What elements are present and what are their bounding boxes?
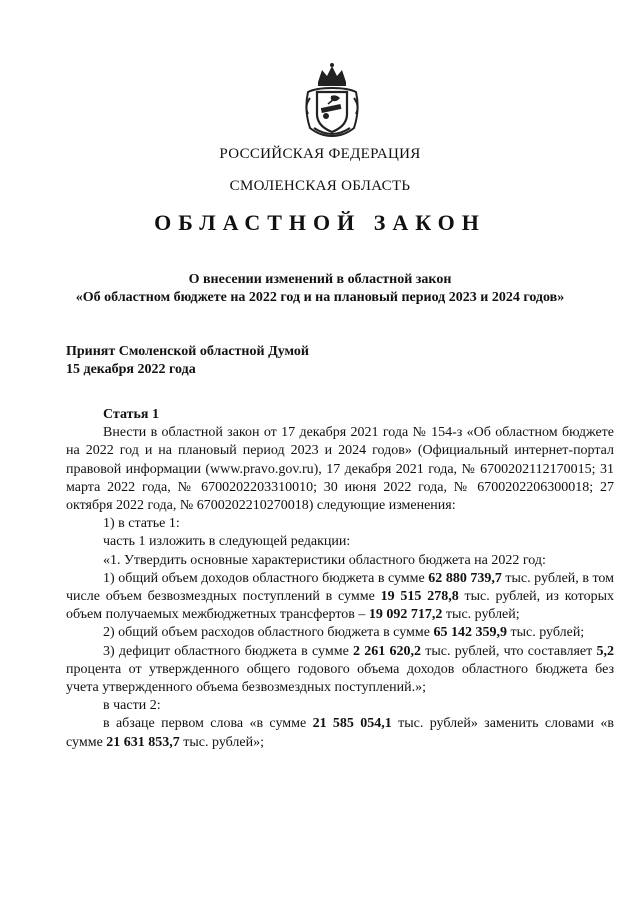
smolensk-coat-of-arms-icon	[300, 62, 364, 138]
expenses-total-value: 65 142 359,9	[433, 625, 507, 641]
article-title: Статья 1	[103, 407, 159, 422]
deficit-paragraph: 3) дефицит областного бюджета в сумме 2 261 620,2 тыс. рублей, что составляет 5,2 процента от утвержденного общего годового объема доходов областного бюджета без учета утвержденного объема безвозмездных поступлений.»;	[66, 643, 614, 696]
income-total-value: 62 880 739,7	[428, 570, 502, 586]
law-body	[66, 406, 614, 752]
document-type-heading: ОБЛАСТНОЙ ЗАКОН	[154, 210, 486, 235]
part-1-paragraph: часть 1 изложить в следующей редакции:	[103, 534, 351, 550]
law-title-line-2: «Об областном бюджете на 2022 год и на плановый период 2023 и 2024 годов»	[75, 290, 565, 305]
replacement-paragraph: в абзаце первом слова «в сумме 21 585 054,1 тыс. рублей» заменить словами «в сумме 21 631 853,7 тыс. рублей»;	[66, 716, 614, 750]
adoption-date: 15 декабря 2022 года	[66, 362, 196, 377]
income-paragraph: 1) общий объем доходов областного бюджета в сумме 62 880 739,7 тыс. рублей, в том числе объем безвозмездных поступлений в сумме 19 515 278,8 тыс. рублей, из которых объем получаемых межбюджетных трансфертов – 19 092 717,2 тыс. рублей;	[66, 570, 614, 623]
interbudget-transfers-value: 19 092 717,2	[368, 607, 443, 623]
region-heading: СМОЛЕНСКАЯ ОБЛАСТЬ	[229, 178, 411, 194]
adoption-line: Принят Смоленской областной Думой	[66, 344, 309, 359]
item-1-paragraph: 1) в статье 1:	[103, 516, 180, 532]
deficit-percent-value: 5,2	[596, 643, 614, 659]
article-intro-paragraph: Внести в областной закон от 17 декабря 2021 года № 154-з «Об областном бюджете на 2022 год и на плановый период 2023 и 2024 годов» (Официальный интернет-портал правовой информации (www.pravo.gov.ru), 17 декабря 2021 года, № 6700202112170015; 31 марта 2022 года, № 6700202203310010; 30 июня 2022 года, № 6700202206300018; 27 октября 2022 года, № 6700202210270018) следующие изменения:	[66, 425, 614, 514]
deficit-value: 2 261 620,2	[353, 643, 422, 659]
quote-intro-paragraph: «1. Утвердить основные характеристики областного бюджета на 2022 год:	[103, 552, 546, 568]
gratuitous-receipts-value: 19 515 278,8	[380, 589, 459, 605]
federation-heading: РОССИЙСКАЯ ФЕДЕРАЦИЯ	[219, 146, 421, 162]
old-sum-value: 21 585 054,1	[312, 716, 392, 732]
part-2-paragraph: в части 2:	[103, 698, 161, 714]
expenses-paragraph: 2) общий объем расходов областного бюджета в сумме 65 142 359,9 тыс. рублей;	[103, 625, 585, 641]
new-sum-value: 21 631 853,7	[106, 734, 180, 750]
law-title-line-1: О внесении изменений в областной закон	[188, 272, 452, 287]
